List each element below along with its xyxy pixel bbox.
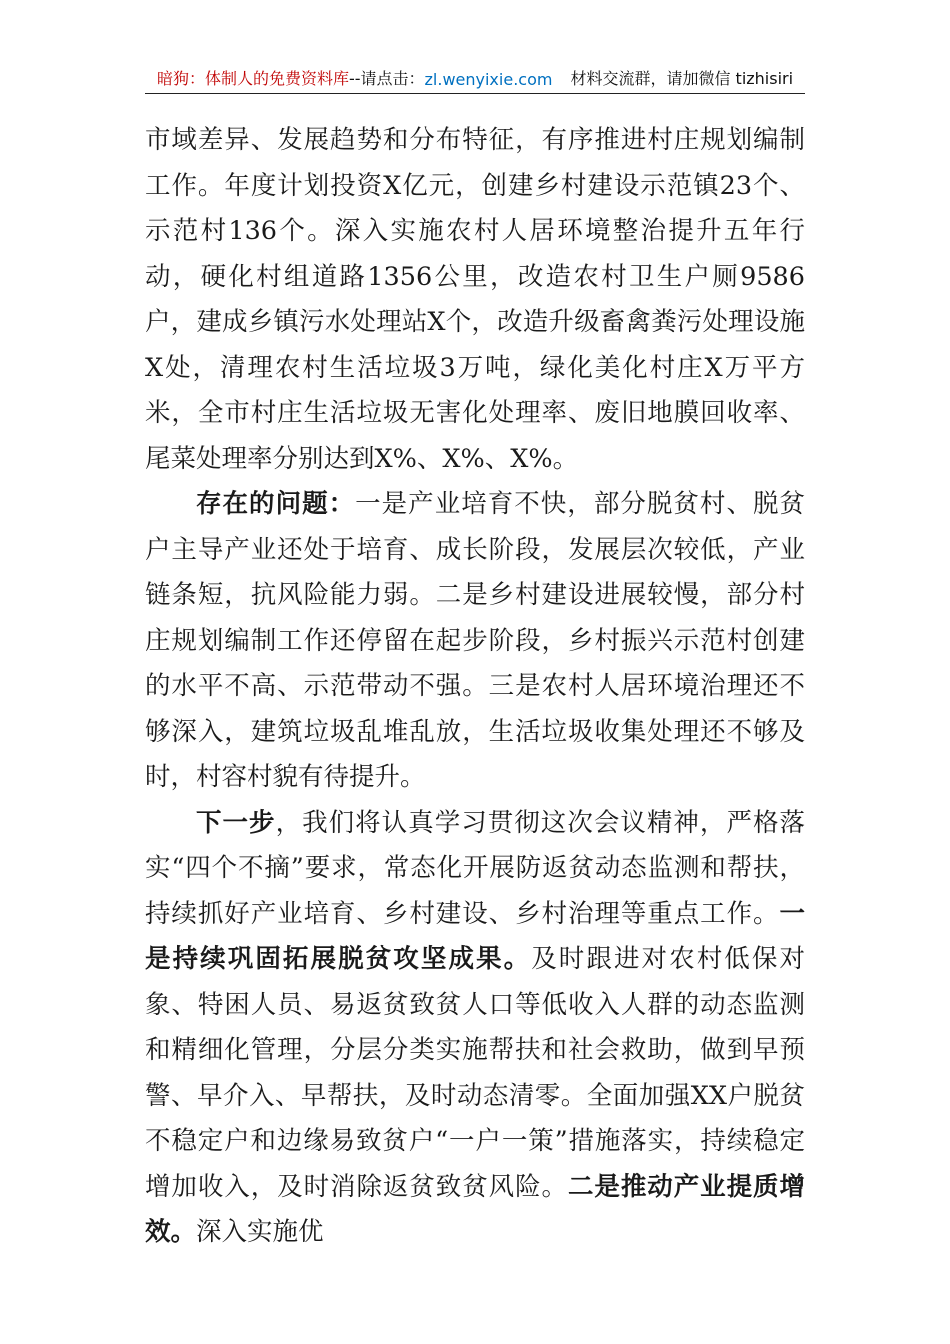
document-body xyxy=(145,118,805,1256)
header-contact: 材料交流群，请加微信 tizhisiri xyxy=(570,69,794,88)
paragraph-text: 市域差异、发展趋势和分布特征，有序推进村庄规划编制工作。年度计划投资X亿元，创建乡村建设示范镇23个、示范村136个。深入实施农村人居环境整治提升五年行动，硬化村组道路1356公里，改造农村卫生户厕9586户，建成乡镇污水处理站X个，改造升级畜禽粪污处理设施X处，清理农村生活垃圾3万吨，绿化美化村庄X万平方米，全市村庄生活垃圾无害化处理率、废旧地膜回收率、尾菜处理率分别达到X%、X%、X%。 xyxy=(145,125,805,474)
header-url-link[interactable]: zl.wenyixie.com xyxy=(424,70,553,89)
paragraph-text: ，我们将认真学习贯彻这次会议精神，严格落实“四个不摘”要求，常态化开展防返贫动态监测和帮扶，持续抓好产业培育、乡村建设、乡村治理等重点工作。 xyxy=(145,807,805,929)
next-steps-heading: 下一步 xyxy=(196,807,276,838)
point-one-heading: 一是持续巩固拓展脱贫攻坚成果。 xyxy=(145,898,805,974)
paragraph-problems xyxy=(145,482,805,801)
paragraph-next-steps xyxy=(145,801,805,1256)
paragraph-village-construction xyxy=(145,118,805,482)
paragraph-text: 深入实施优 xyxy=(196,1217,324,1247)
page-header xyxy=(145,62,805,94)
paragraph-text: 一是产业培育不快，部分脱贫村、脱贫户主导产业还处于培育、成长阶段，发展层次较低，产业链条短，抗风险能力弱。二是乡村建设进展较慢，部分村庄规划编制工作还停留在起步阶段，乡村振兴示范村创建的水平不高、示范带动不强。三是农村人居环境治理还不够深入，建筑垃圾乱堆乱放，生活垃圾收集处理还不够及时，村容村貌有待提升。 xyxy=(145,489,805,792)
problems-heading: 存在的问题： xyxy=(196,489,356,519)
header-prompt: --请点击： xyxy=(348,69,425,88)
paragraph-text: 及时跟进对农村低保对象、特困人员、易返贫致贫人口等低收入人群的动态监测和精细化管理，分层分类实施帮扶和社会救助，做到早预警、早介入、早帮扶，及时动态清零。全面加强XX户脱贫不稳定户和边缘易致贫户“一户一策”措施落实，持续稳定增加收入，及时消除返贫致贫风险。 xyxy=(145,944,805,1202)
point-two-heading: 二是推动产业提质增效。 xyxy=(145,1171,805,1247)
header-brand: 暗狗：体制人的免费资料库 xyxy=(156,69,349,88)
